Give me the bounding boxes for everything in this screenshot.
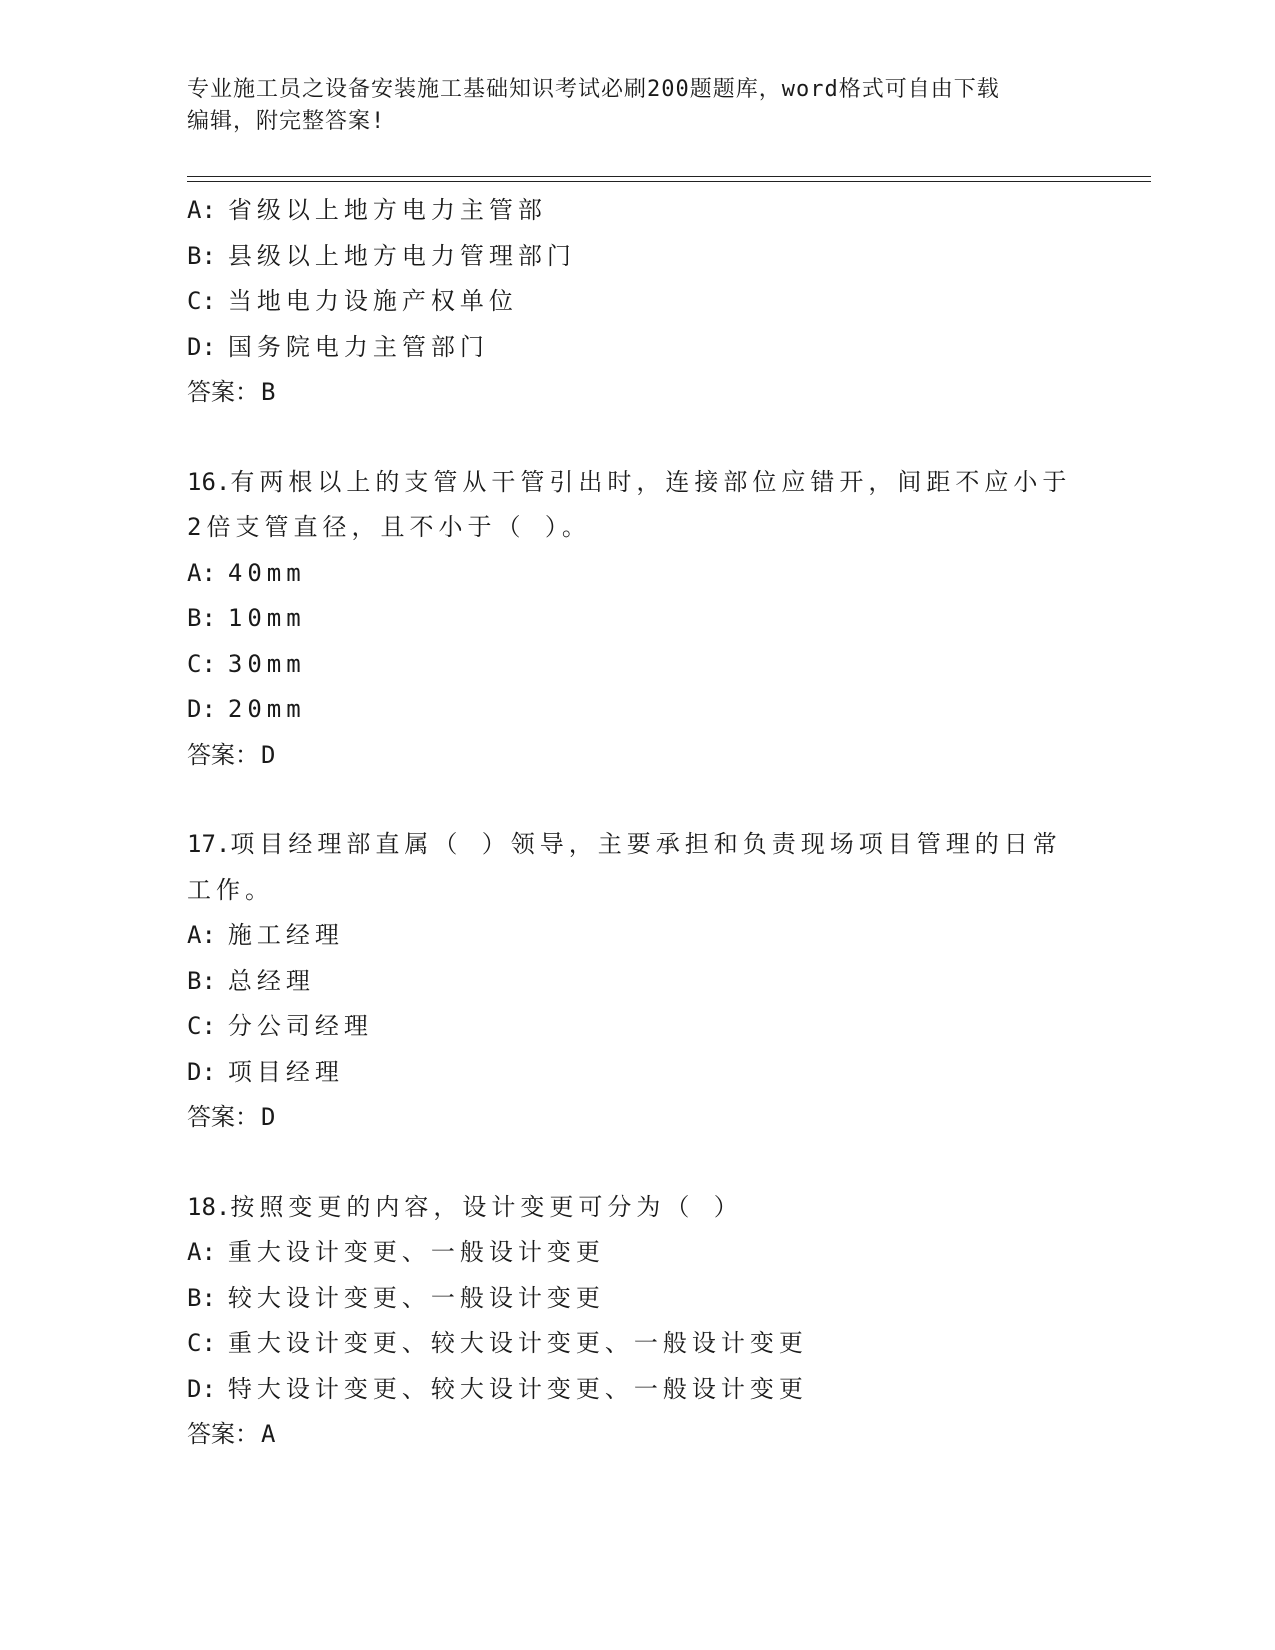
answer-label: 答案： — [187, 378, 259, 406]
header-divider-bottom — [187, 181, 1151, 182]
header-line-2: 编辑，附完整答案! — [187, 109, 386, 134]
option-text: 县级以上地方电力管理部门 — [227, 241, 576, 270]
question-text-line-1: 18.按照变更的内容，设计变更可分为（ ） — [187, 1192, 743, 1221]
option-text: 特大设计变更、较大设计变更、一般设计变更 — [227, 1374, 808, 1403]
header-line-1: 专业施工员之设备安装施工基础知识考试必刷200题题库，word格式可自由下载 — [187, 77, 1000, 102]
question-text-line-2: 工作。 — [187, 875, 274, 904]
option-text: 20mm — [227, 695, 306, 723]
option-c: C: 30mm — [187, 649, 306, 678]
option-b: B: 10mm — [187, 604, 306, 632]
document-header — [187, 74, 1087, 138]
option-c: C: 当地电力设施产权单位 — [187, 287, 518, 315]
option-c: C: 分公司经理 — [187, 1012, 373, 1040]
question-text-line-1: 16.有两根以上的支管从干管引出时，连接部位应错开，间距不应小于 — [187, 467, 1072, 496]
option-text: 项目经理 — [227, 1057, 344, 1086]
question-17 — [187, 822, 1087, 1141]
answer-line — [187, 370, 1087, 416]
option-text: 国务院电力主管部门 — [227, 332, 489, 361]
option-d: D: 国务院电力主管部门 — [187, 332, 489, 361]
option-d: D: 20mm — [187, 695, 306, 723]
option-a: A: 施工经理 — [187, 921, 344, 949]
option-d: D: 项目经理 — [187, 1057, 344, 1086]
answer-label: 答案： — [187, 740, 259, 769]
option-text: 分公司经理 — [227, 1012, 373, 1040]
question-text-line-1: 17.项目经理部直属（ ）领导，主要承担和负责现场项目管理的日常 — [187, 830, 1062, 858]
question-text-line-2: 2倍支管直径，且不小于（ ）。 — [187, 513, 591, 541]
option-c: C: 重大设计变更、较大设计变更、一般设计变更 — [187, 1329, 808, 1357]
question-16 — [187, 460, 1087, 779]
answer-line — [187, 1412, 1087, 1458]
option-text: 省级以上地方电力主管部 — [227, 196, 547, 224]
answer-value: D — [261, 1103, 276, 1131]
option-b: B: 较大设计变更、一般设计变更 — [187, 1283, 605, 1312]
option-b: B: 总经理 — [187, 966, 315, 995]
option-a: A: 省级以上地方电力主管部 — [187, 196, 547, 224]
option-b: B: 县级以上地方电力管理部门 — [187, 241, 576, 270]
answer-line — [187, 1095, 1087, 1141]
question-18 — [187, 1185, 1087, 1458]
option-text: 当地电力设施产权单位 — [227, 287, 518, 315]
option-text: 40mm — [227, 558, 306, 587]
answer-line — [187, 733, 1087, 779]
question-list — [187, 188, 1087, 1458]
option-a: A: 40mm — [187, 558, 306, 587]
answer-label: 答案： — [187, 1103, 259, 1131]
answer-value: A — [261, 1420, 276, 1448]
question-number: 18. — [187, 1192, 231, 1221]
header-divider-top — [187, 176, 1151, 177]
option-text: 10mm — [227, 604, 306, 632]
option-d: D: 特大设计变更、较大设计变更、一般设计变更 — [187, 1374, 808, 1403]
option-text: 重大设计变更、较大设计变更、一般设计变更 — [227, 1329, 808, 1357]
question-number: 16. — [187, 467, 231, 496]
answer-label: 答案： — [187, 1420, 259, 1448]
option-text: 较大设计变更、一般设计变更 — [227, 1283, 605, 1312]
question-number: 17. — [187, 830, 231, 858]
option-a: A: 重大设计变更、一般设计变更 — [187, 1238, 605, 1266]
option-text: 重大设计变更、一般设计变更 — [227, 1238, 605, 1266]
option-text: 施工经理 — [227, 921, 344, 949]
answer-value: D — [261, 740, 276, 769]
question-15 — [187, 188, 1087, 416]
option-text: 30mm — [227, 649, 306, 678]
option-text: 总经理 — [227, 966, 315, 995]
answer-value: B — [261, 378, 276, 406]
